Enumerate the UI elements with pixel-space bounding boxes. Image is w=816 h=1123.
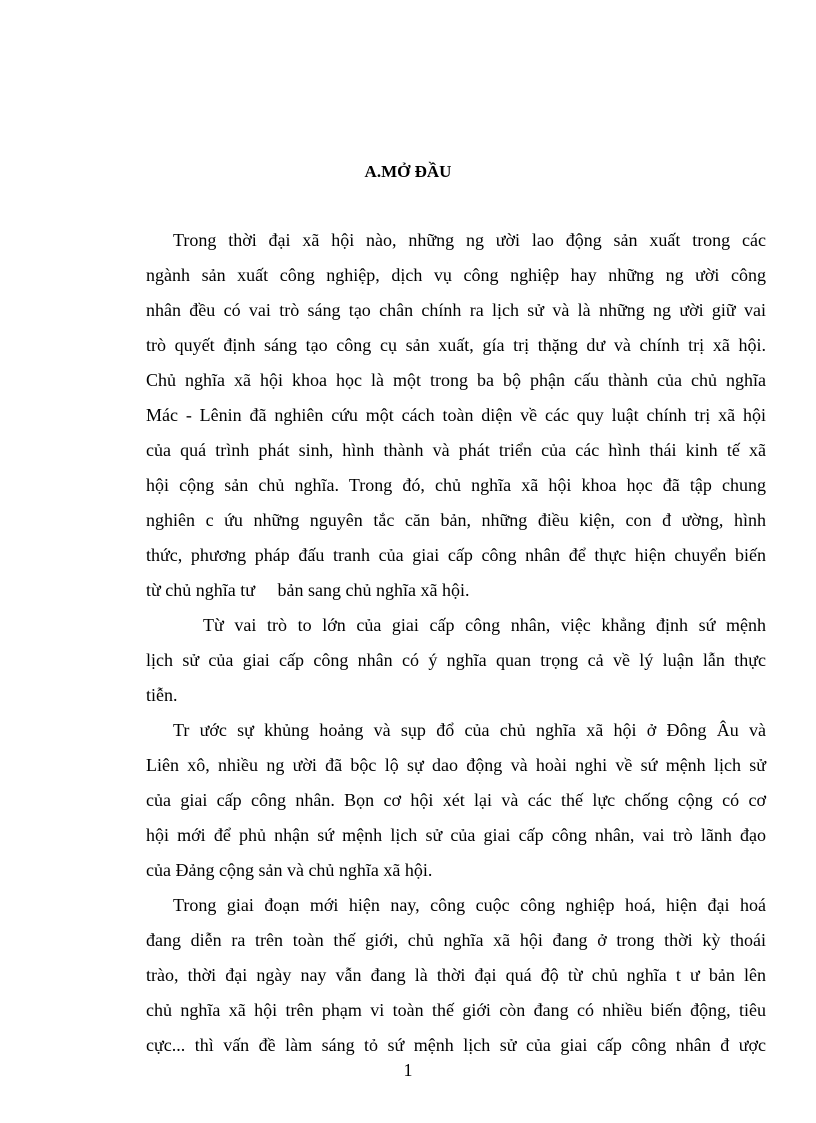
text-line-18: hội mới để phủ nhận sứ mệnh lịch sử của giai cấp công nhân, vai trò lãnh đạo (146, 825, 766, 845)
text-line-9: nghiên c ứu những nguyên tắc căn bản, những điều kiện, con đ ường, hình (146, 510, 766, 530)
text-line-16: Liên xô, nhiều ng ười đã bộc lộ sự dao động và hoài nghi về sứ mệnh lịch sử (146, 755, 766, 775)
text-line-15: Tr ước sự khủng hoảng và sụp đổ của chủ nghĩa xã hội ở Đông Âu và (173, 720, 766, 740)
text-line-8: hội cộng sản chủ nghĩa. Trong đó, chủ nghĩa xã hội khoa học đã tập chung (146, 475, 766, 495)
page-title: A.MỞ ĐẦU (364, 162, 452, 181)
text-line-2: ngành sản xuất công nghiệp, dịch vụ công nghiệp hay những ng ười công (146, 265, 766, 285)
text-line-19: của Đảng cộng sản và chủ nghĩa xã hội. (146, 860, 433, 880)
text-line-10: thức, phương pháp đấu tranh của giai cấp công nhân để thực hiện chuyển biến (146, 545, 766, 565)
text-line-11: từ chủ nghĩa tư bản sang chủ nghĩa xã hội. (146, 580, 470, 600)
text-line-6: Mác - Lênin đã nghiên cứu một cách toàn diện về các quy luật chính trị xã hội (146, 405, 766, 425)
text-line-21: đang diễn ra trên toàn thế giới, chủ nghĩa xã hội đang ở trong thời kỳ thoái (146, 930, 766, 950)
text-line-20: Trong giai đoạn mới hiện nay, công cuộc công nghiệp hoá, hiện đại hoá (173, 895, 766, 915)
text-line-23: chủ nghĩa xã hội trên phạm vi toàn thế giới còn đang có nhiều biến động, tiêu (146, 1000, 766, 1020)
text-line-12: Từ vai trò to lớn của giai cấp công nhân, việc khẳng định sứ mệnh (203, 615, 766, 635)
text-line-1: Trong thời đại xã hội nào, những ng ười lao động sản xuất trong các (173, 230, 766, 250)
page-number: 1 (403, 1060, 413, 1080)
text-line-22: trào, thời đại ngày nay vẫn đang là thời đại quá độ từ chủ nghĩa t ư bản lên (146, 965, 766, 985)
text-line-4: trò quyết định sáng tạo công cụ sản xuất, gía trị thặng dư và chính trị xã hội. (146, 335, 766, 355)
text-line-24: cực... thì vấn đề làm sáng tỏ sứ mệnh lịch sử của giai cấp công nhân đ ược (146, 1035, 766, 1055)
text-line-14: tiễn. (146, 685, 178, 705)
text-line-3: nhân đều có vai trò sáng tạo chân chính ra lịch sử và là những ng ười giữ vai (146, 300, 766, 320)
text-line-13: lịch sử của giai cấp công nhân có ý nghĩa quan trọng cả về lý luận lẫn thực (146, 650, 766, 670)
text-line-5: Chủ nghĩa xã hội khoa học là một trong ba bộ phận cấu thành của chủ nghĩa (146, 370, 766, 390)
text-line-7: của quá trình phát sinh, hình thành và phát triển của các hình thái kinh tế xã (146, 440, 766, 460)
text-line-17: của giai cấp công nhân. Bọn cơ hội xét lại và các thế lực chống cộng có cơ (146, 790, 766, 810)
